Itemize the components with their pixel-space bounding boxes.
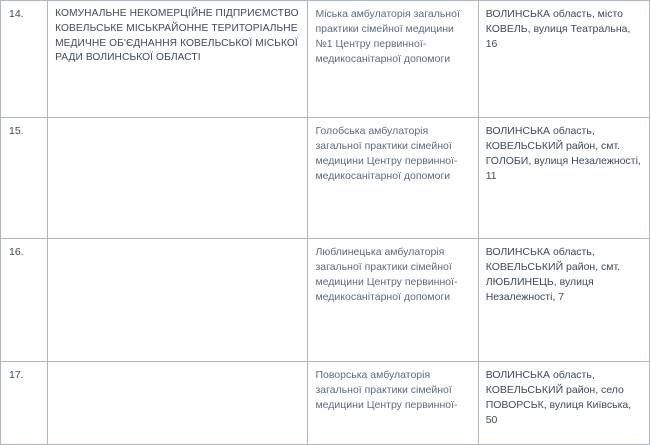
row-number-cell [1,118,48,239]
entity-name-text: КОМУНАЛЬНЕ НЕКОМЕРЦІЙНЕ ПІДПРИЄМСТВО КОВЕЛЬСЬКЕ МІСЬКРАЙОННЕ ТЕРИТОРІАЛЬНЕ МЕДИЧНЕ ОБ'ЄДНАННЯ КОВЕЛЬСЬКОЇ МІСЬКОЇ РАДИ ВОЛИНСЬКОЇ ОБЛАСТІ [55,8,299,64]
unit-name-cell [308,1,478,118]
address-cell [478,362,649,445]
row-number-cell [1,1,48,118]
unit-name-cell [308,362,478,445]
table-row [1,362,650,445]
entity-name-cell [48,239,308,362]
address-cell [478,1,649,118]
unit-name-cell [308,118,478,239]
unit-name-text: Люблинецька амбулаторія загальної практики сімейної медицини Центру первинної-медикосанітарної допомоги [315,246,458,303]
row-number-cell [1,239,48,362]
row-number-text: 15. [9,125,24,137]
table-row [1,1,650,118]
address-text: ВОЛИНСЬКА область, КОВЕЛЬСЬКИЙ район, смт. ГОЛОБИ, вулиця Незалежності, 11 [485,125,641,182]
table-row [1,118,650,239]
row-number-text: 14. [9,8,24,20]
address-cell [478,239,649,362]
address-text: ВОЛИНСЬКА область, КОВЕЛЬСЬКИЙ район, смт. ЛЮБЛИНЕЦЬ, вулиця Незалежності, 7 [485,246,621,303]
unit-name-text: Міська амбулаторія загальної практики сімейної медицини №1 Центру первинної-медикосанітарної допомоги [315,8,460,65]
entity-name-cell [48,118,308,239]
unit-name-text: Поворська амбулаторія загальної практики сімейної медицини Центру первинної- [315,369,458,411]
entity-name-cell [48,362,308,445]
address-text: ВОЛИНСЬКА область, КОВЕЛЬСЬКИЙ район, село ПОВОРСЬК, вулиця Київська, 50 [485,369,632,426]
unit-name-cell [308,239,478,362]
address-cell [478,118,649,239]
row-number-text: 16. [9,246,24,258]
unit-name-text: Голобська амбулаторія загальної практики сімейної медицини Центру первинної-медикосанітарної допомоги [315,125,458,182]
table-row [1,239,650,362]
row-number-cell [1,362,48,445]
row-number-text: 17. [9,369,24,381]
address-text: ВОЛИНСЬКА область, місто КОВЕЛЬ, вулиця Театральна, 16 [485,8,631,50]
entity-name-cell [48,1,308,118]
